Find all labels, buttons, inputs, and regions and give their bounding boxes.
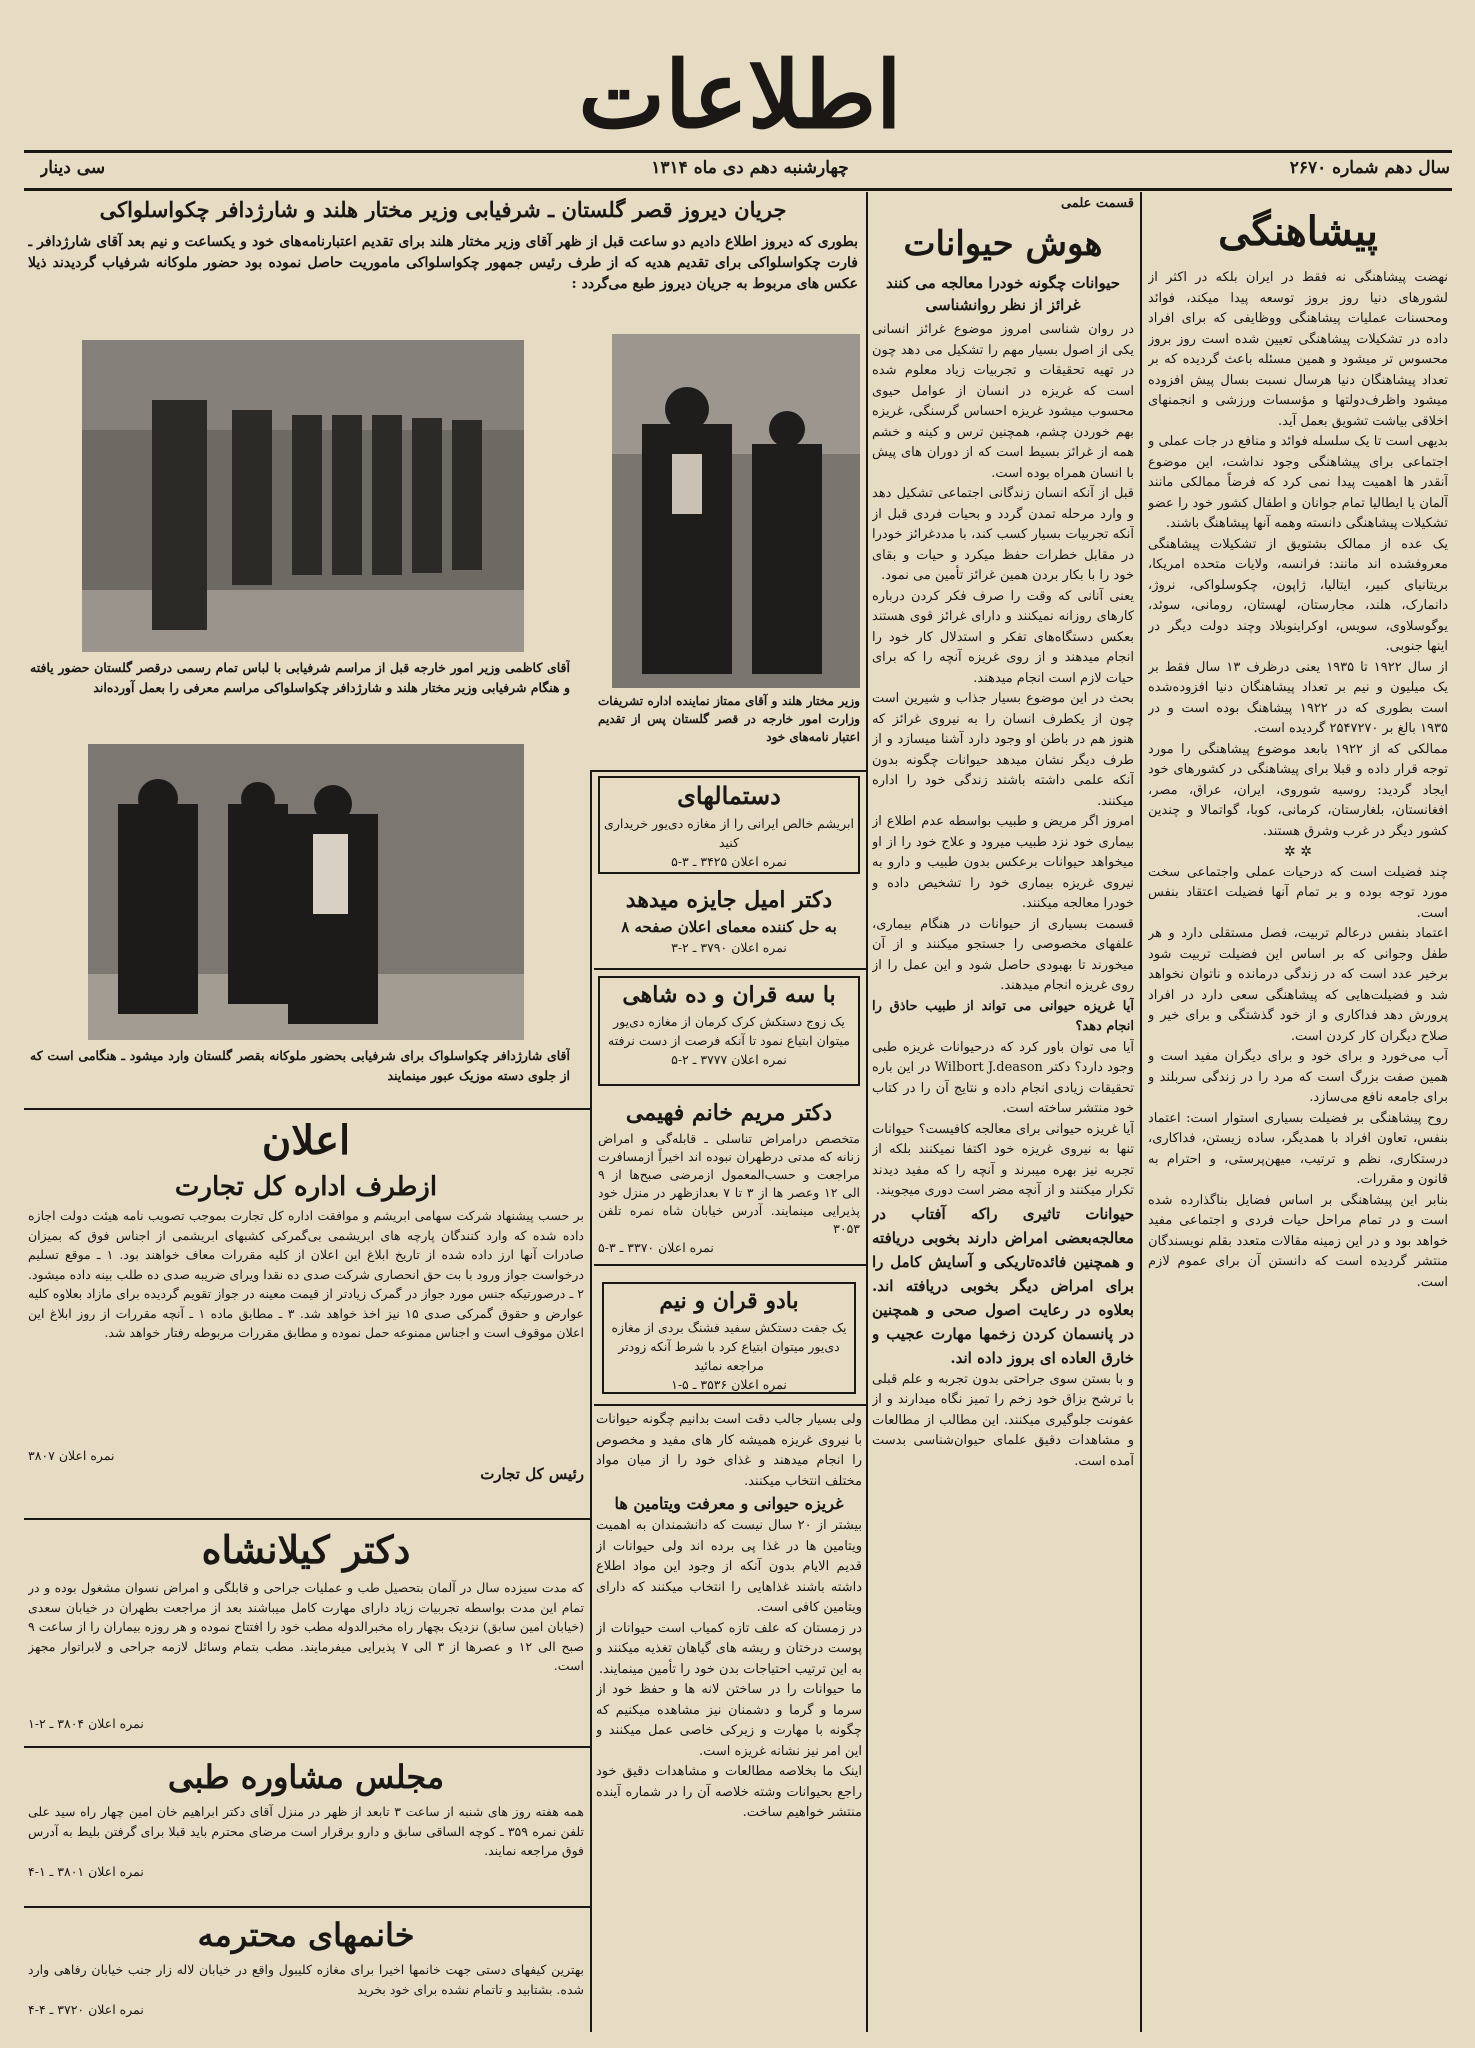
ad-title: بادو قران و نیم <box>659 1288 799 1314</box>
ad-ladies-bags <box>28 1910 584 2040</box>
bold-paragraph: حیوانات تاثیری راکه آفتاب در معالجه‌بعضی امراض دارند بخوبی دریافته و همچنین فائده‌تاریکی و آسایش کامل را برای امراض دیگر بخوبی دریافته اند. بعلاوه در رعایت اصول صحی و همچنین در پانسمان کردن زخمها مهارت عجیب و خارق العاده ای بروز داده اند. <box>872 1204 1134 1367</box>
ad-note: نمره اعلان ۳۷۷۷ ـ ۲-۵ <box>671 1052 787 1067</box>
scouting-body <box>1148 268 1448 2028</box>
photo-charge-image <box>88 744 524 1040</box>
photo3-caption: آقای شارژدافر چکواسلواک برای شرفیابی بحضور ملوکانه بقصر گلستان وارد میشود ـ هنگامی است که از جلوی دسته موزیک عبور مینمایند <box>30 1048 570 1083</box>
ad-title: مجلس مشاوره طبی <box>167 1758 445 1796</box>
paragraph: اعتماد بنفس درعالم تربیت، فصل مستقلی دارد و هر طفل وجوانی که بر اساس این فضیلت تربیت شود برخیر عدد است که در زندگی درمانده و ناتوان نخواهد شد و فضیلت‌هایی که پیشاهنگی سعی دارد در افراد پرورش دهد فداکاری و از خود گذشتگی و برای خیر و صلاح دیگران کار کردن است. <box>1148 926 1448 1044</box>
column-rule <box>590 770 592 2032</box>
ad-title: با سه قران و ده شاهی <box>622 982 836 1008</box>
ad-text: بر حسب پیشنهاد شرکت سهامی ابریشم و موافقت اداره کل تجارت بموجب تصویب نامه هیئت دولت اجازه داده شده که وارد کنندگان پارچه های ابریشمی بی‌گمرکی کشبهای ابریشمی از اجناس فوق که بمیزان صادرات آنها ارز داده شده از تاریخ ابلاغ این اعلان از کلیه مقررات معاف خواهند بود. ۱ ـ موقع تسلیم درخواست جواز ورود با بت حق انحصاری شرکت صدی ده نقدا ویرای ضریبه صدی ده طلب بینه داده میشود. ۲ ـ درصورتیکه جنس مورد جواز در گمرک زیادتر از قیمت معینه در جواز تقویم گردیده برای مازاد بعلاوه کلیه عوارض و حقوق گمرکی صدی ۱۵ نیز اخذ خواهد شد. ۳ ـ مطابق ماده ۱ ـ آنچه مقررات از روز ابلاغ این اعلان موقوف است و اجناس ممنوعه حمل نموده و مطابق مقررات مربوطه رفتار خواهد شد. <box>28 1208 584 1340</box>
paragraph: در زمستان که علف تازه کمیاب است حیوانات از پوست درختان و ریشه های گیاهان تغذیه میکنند و به این ترتیب احتیاجات بدن خود را تأمین مینمایند. <box>596 1620 862 1677</box>
paragraph: از سال ۱۹۲۲ تا ۱۹۳۵ یعنی درظرف ۱۳ سال فقط بر یک میلیون و نیم بر تعداد پیشاهنگان دنیا افزوده‌شده است بطوری که در ۱۹۲۲ پیشاهنگ بوده است و در ۱۹۳۵ بالغ بر ۲۵۴۷۲۷۰ گردیده است. <box>1148 659 1448 736</box>
ad-signature: رئیس کل تجارت <box>480 1465 584 1483</box>
paragraph: قسمت بسیاری از حیوانات در هنگام بیماری، علفهای مخصوصی را جستجو میکنند و از آن میخورند تا بهبودی حاصل شود و این عمل را از روی غریزه انجام میدهند. <box>872 916 1134 993</box>
paragraph: یک عده از ممالک بشتویق از تشکیلات پیشاهنگی معروفشده اند مانند: فرانسه، ولایات متحده امریکا، بریتانیای کبیر، ایتالیا، ژاپون، چکوسلواکی، نروژ، دانمارک، هلند، مجارستان، لهستان، رومانی، سوئد، یوگوسلاوی، سویس، اوکراینوبلاد وچند دولت دیگر در اینها جنوبی. <box>1148 536 1448 654</box>
animal-intelligence-article <box>872 196 1134 2036</box>
ad-commerce-dept <box>28 1114 584 1514</box>
section-rule <box>24 1518 590 1520</box>
scouting-headline: پیشاهنگی <box>1218 208 1378 255</box>
ad-medical-council <box>28 1752 584 1902</box>
ad-text: که مدت سیزده سال در آلمان بتحصیل طب و عملیات جراحی و قابلگی و امراض نسوان مشغول بوده و در تمام این مدت بواسطه تجربیات زیاد دارای مهارت کامل میباشند بعد از مراجعت بطهران در خیابان سعدی (خیابان امین سابق) نزدیک بچهار راه مخبرالدوله مطب خود را افتتاح نموده و هر روزه بیماران را از ساعت ۹ صبح الی ۱۲ و عصرها از ۳ الی ۷ پذیرایی میفرمایند. مطب بتمام وسائل لازمه جراحی و لابراتوار مجهز است. <box>28 1580 584 1673</box>
scouting-article <box>1148 196 1448 2036</box>
paragraph: آیا می توان باور کرد که درحیوانات غریزه طبی وجود دارد؟ دکتر Wilbort J.deason در این باره تحقیقات زیادی انجام داده و نتایج آن را در کتاب خود منتشر ساخته است. <box>872 1039 1134 1116</box>
palace-headline: جریان دیروز قصر گلستان ـ شرفیابی وزیر مختار هلند و شارژدافر چکواسلواکی <box>99 197 787 222</box>
ad-note: نمره اعلان ۳۵۳۶ ـ ۵-۱ <box>671 1377 787 1392</box>
ad-subtitle: به حل کننده معمای اعلان صفحه ۸ <box>621 918 837 936</box>
ad-title: خانمهای محترمه <box>197 1916 415 1954</box>
section-rule <box>24 1108 590 1110</box>
animal-body <box>872 320 1134 2030</box>
photo-guard-of-honor <box>82 340 524 652</box>
section-rule <box>594 1264 866 1266</box>
ornament-divider: ✲ ✲ <box>1284 844 1312 860</box>
ad-three-qeran <box>598 976 860 1086</box>
issue-date: چهارشنبه دهم دی ماه ۱۳۱۴ <box>651 158 849 178</box>
ad-text: ابریشم خالص ایرانی را از مغازه دی‌یور خریداری کنید <box>604 816 854 850</box>
paragraph: نهضت پیشاهنگی نه فقط در ایران بلکه در اکثر از لشورهای دنیا روز بروز توسعه پیدا میکند، فوائد ومحسنات عملیات پیشاهنگی ووظایفی که برای افراد داده در تشکیلات پیشاهنگی تعیین شده است روز بروز محسوس تر میشود و همین مسئله باعث گردیده که بر تعداد پیشاهنگان دنیا هرسال نسبت بسال پیش افزوده میشود واظرف‌دولتها و مؤسسات ورزشی و انجمنهای اخلاقی بیاشت تشویق بعمل آید. <box>1148 270 1448 429</box>
animal-headline: هوش حیوانات <box>903 224 1103 264</box>
vitamins-headline: غریزه حیوانی و معرفت ویتامین ها <box>614 1494 844 1513</box>
section-rule <box>594 968 866 970</box>
palace-lead: بطوری که دیروز اطلاع دادیم دو ساعت قبل از ظهر آقای وزیر مختار هلند برای تقدیم اعتبارنامه‌های خود و یکساعت و نیم بعد آقای شارژدافر ـ فارت چکواسلواکی برای تقدیم هدیه که از طرف رئیس جمهور چکواسلواکی ماموریت حاصل نموده بود حضور ملوکانه شرفیاب گردیدند ذیلا عکس های مربوط به جریان دیروز طبع می‌گردد : <box>28 234 858 292</box>
issue-price: سی دینار <box>40 158 106 178</box>
paragraph: اینک ما بخلاصه مطالعات و مشاهدات دقیق خود راجع بحیوانات وشته خلاصه آن را در شماره آینده منتشر خواهیم ساخت. <box>596 1764 862 1820</box>
section-rule <box>24 1906 590 1908</box>
column-rule <box>1140 192 1142 2032</box>
year-issue: سال دهم شماره ۲۶۷۰ <box>1289 158 1450 178</box>
ad-note: نمره اعلان ۳۸۰۷ <box>28 1448 115 1463</box>
column-rule <box>866 192 868 2032</box>
photo-envoy-image <box>612 334 860 688</box>
ad-dr-maryam <box>598 1096 860 1260</box>
ad-text: یک جفت دستکش سفید فشنگ بردی از مغازه دی‌یور میتوان ابتیاع کرد با شرط آنکه زودتر مراجعه نمائید <box>611 1320 847 1373</box>
paragraph: بدیهی است تا یک سلسله فوائد و منافع در جات عملی و اجتماعی برای پیشاهنگی وجود نداشت، این موضوع آنقدر ها اهمیت پیدا نمی کرد که فرضاً ممالکی مانند آلمان یا ایطالیا تمام جوانان و اطفال کشور خود را عضو تشکیلات پیشاهنگی دانسته وهمه آنها پیشاهنگ باشند. <box>1148 434 1448 531</box>
paragraph: قبل از آنکه انسان زندگانی اجتماعی تشکیل دهد و وارد مرحله تمدن گردد و بحیات فردی قبل از آنکه تجربیات بسیار کسب کند، با مددغرائز خودرا در مقابل خطرات حفظ میکرد و حیات و بقای خود را با بکار بردن همین غرائز تأمین می نمود. <box>872 486 1134 583</box>
ad-dr-gilanshah <box>28 1522 584 1742</box>
paragraph: بحث در این موضوع بسیار جذاب و شیرین است چون از یکطرف انسان را به نیروی غرائز که هنوز هم در باطن او وجود دارد آشنا میسازد و از طرف دیگر نشان میدهد حیوانات چگونه بدون آنکه علمی داشته باشند زندگی خود را اداره میکنند. <box>872 691 1134 809</box>
ad-two-half-qeran <box>602 1282 856 1394</box>
ad-note: نمره اعلان ۳۳۷۰ ـ ۳-۵ <box>598 1240 714 1255</box>
ad-handkerchiefs <box>598 776 860 874</box>
ad-note: نمره اعلان ۳۷۹۰ ـ ۲-۳ <box>671 940 787 955</box>
paragraph: در روان شناسی امروز موضوع غرائز انسانی یکی از اصول بسیار مهم را تشکیل می دهد چون در تهیه تحقیقات و تجربیات زیاد معلوم شده است که غریزه در انسان از عوامل حیوی محسوب میشود غریزه احساس گرسنگی، غریزه بهم خوردن چشم، همچنین ترس و کینه و خشم همه از غرائز بسیط است که از دوران های پیش با انسان همراه بوده است. <box>872 322 1134 481</box>
section-label: قسمت علمی <box>1060 196 1134 211</box>
paragraph: بنابر این پیشاهنگی بر اساس فضایل بناگذارده شده است و در تمام مراحل حیات فردی و اجتماعی مفید خواهد بود و در این زمینه مقالات متعدد بقلم نویسندگان منتشر گردیده است که دانستن آن برای عموم لازم است. <box>1148 1192 1448 1290</box>
photo-guard-image <box>82 340 524 652</box>
photo2-caption: وزیر مختار هلند و آقای ممتاز نماینده اداره تشریفات وزارت امور خارجه در قصر گلستان پس از تقدیم اعتبار نامه‌های خود <box>598 694 860 744</box>
ad-title: دکتر امیل جایزه میدهد <box>625 887 833 913</box>
paragraph: و با بستن سوی جراحتی بدون تجربه و علم قبلی با ترشح بزاق خود زخم را تمیز نگاه میدارند و از عفونت جلوگیری میکنند. این مطالب از مطالعات و مشاهدات دقیق علمای حیوان‌شناسی بدست آمده است. <box>872 1371 1134 1469</box>
ad-text: بهترین کیفهای دستی جهت خانمها اخیرا برای مغازه کلیبول واقع در خیابان لاله زار جنب خیابان رفاهی وارد شده. بشتابید و تاتمام نشده برای خود بخرید <box>28 1962 584 1997</box>
paragraph: بیشتر از ۲۰ سال نیست که دانشمندان به اهمیت ویتامین ها در غذا پی برده اند ولی حیوانات از قدیم الایام بدون آنکه از وجود این مواد اطلاع داشته باشند غذاهایی را انتخاب میکنند که دارای ویتامین کافی است. <box>596 1518 862 1615</box>
paragraph: یعنی آنانی که وقت را صرف فکر کردن درباره کارهای روزانه نمیکنند و دارای غرائز قوی هستند بعکس دستگاه‌های تفکر و استدلال کار خود را انجام میدهند و از روی غریزه آنچه را که برای حیات لازم است انجام میدهند. <box>872 588 1134 686</box>
section-rule <box>594 1404 866 1406</box>
photo-envoy-portrait <box>612 334 860 688</box>
masthead-rule-bottom <box>24 188 1452 191</box>
paragraph: چند فضیلت است که درحیات عملی واجتماعی سخت مورد توجه بوده و بر تمام آنها فضیلت اعتقاد بنفس است. <box>1148 864 1448 921</box>
masthead-rule-top <box>24 150 1452 153</box>
ad-title: اعلان <box>261 1117 351 1164</box>
vitamins-article <box>596 1410 862 2030</box>
question-line: آیا غریزه حیوانی می تواند از طبیب حاذق را انجام دهد؟ <box>872 998 1134 1034</box>
ad-text: یک زوج دستکش کرک کرمان از مغازه دی‌یور میتوان ابتیاع نمود تا آنکه فرصت از دست نرفته <box>608 1014 850 1048</box>
section-rule <box>24 1746 590 1748</box>
paragraph: ولی بسیار جالب دقت است بدانیم چگونه حیوانات با نیروی غریزه همیشه کار های مفید و مخصوص را انجام میدهند و غذای خود را از میان مواد مختلف انتخاب میکنند. <box>596 1412 862 1489</box>
ad-note: نمره اعلان ۳۴۲۵ ـ ۳-۵ <box>671 854 787 869</box>
ad-subtitle: ازطرف اداره کل تجارت <box>174 1172 438 1202</box>
ad-dr-emil <box>598 884 860 964</box>
ad-title: دستمالهای <box>677 781 781 810</box>
ad-title: دکتر کیلانشاه <box>201 1527 411 1572</box>
paragraph: امروز اگر مریض و طبیب بواسطه عدم اطلاع از بیماری خود نزد طبیب میرود و علاج خود را از او میخواهد حیوانات برعکس بدون طبیب و دارو به نیروی غریزه بیماری خود را تشخیص داده و خودرا معالجه میکنند. <box>872 814 1134 911</box>
ad-text: همه هفته روز های شنبه از ساعت ۳ تابعد از ظهر در منزل آقای دکتر ابراهیم خان امین چهار راه سید علی تلفن نمره ۳۵۹ ـ کوچه الساقی سابق و دارو برقرار است مرضای محترم باید قبلا برای گرفتن بلیط به آدرس فوق مراجعه نمایند. <box>28 1804 584 1858</box>
section-rule <box>590 770 866 772</box>
paragraph: آب می‌خورد و برای خود و برای دیگران مفید است و همین صفت بزرگ است که مرد را در زندگی سربلند و برای جامعه نافع می‌سازد. <box>1148 1049 1448 1105</box>
paragraph: ممالکی که از ۱۹۲۲ بابعد موضوع پیشاهنگی را مورد توجه قرار داده و قبلا برای پیشاهنگی در کشورهای خود ایجاد گردید: روسیه شوروی، ایران، عراق، مصر، افغانستان، بلغارستان، کرمانی، کوبا، گواتمالا و چندین کشور دیگر در غرب وشرق هستند. <box>1148 741 1448 839</box>
ad-text: متخصص درامراض تناسلی ـ قابله‌گی و امراض زنانه که مدتی درطهران نبوده اند اخیراً ازمسافرت مراجعت و حسب‌المعمول ازمرضی صبح‌ها از ۹ الی ۱۲ وعصر ها از ۳ تا ۷ بعدازظهر در منزل خود پذیرایی مینمایند. آدرس خیابان شاه نمره تلفن ۳۰۵۳ <box>598 1131 860 1236</box>
ad-note: نمره اعلان ۳۸۰۴ ـ ۲-۱ <box>28 1716 144 1731</box>
photo-charge-daffaires <box>88 744 524 1040</box>
paragraph: روح پیشاهنگی بر فضیلت بسیاری استوار است: اعتماد بنفس، تعاون افراد با همدیگر، ساده زیستن، فداکاری، درستکاری، نظم و ترتیب، میهن‌پرستی، و احترام به قانون و مقررات. <box>1148 1110 1448 1187</box>
ad-note: نمره اعلان ۳۷۲۰ ـ ۴-۴ <box>28 2002 144 2017</box>
animal-subhead: حیوانات چگونه خودرا معالجه می کنند غرائز از نظر روانشناسی <box>885 274 1121 314</box>
photo1-caption: آقای کاظمی وزیر امور خارجه قبل از مراسم شرفیابی با لباس تمام رسمی درقصر گلستان حضور یافته و هنگام شرفیابی وزیر مختار هلند و شارژدافر چکواسلواکی مراسم معرفی را بعمل آورده‌اند <box>30 660 570 695</box>
masthead-title: اطلاعات <box>578 41 902 149</box>
ad-title: دکتر مریم خانم فهیمی <box>625 1100 833 1126</box>
paragraph: آیا غریزه حیوانی برای معالجه کافیست؟ حیوانات تنها به نیروی غریزه خود اکتفا نمیکنند بلکه از تجربه نیز بهره میبرند و آنچه را که مفید دیدند تکرار میکنند و از آنچه مضر است دوری میجویند. <box>872 1121 1134 1198</box>
ad-note: نمره اعلان ۳۸۰۱ ـ ۱-۴ <box>28 1864 144 1879</box>
paragraph: ما حیوانات را در ساختن لانه ها و حفظ خود از سرما و گرما و دشمنان نیز مشاهده میکنیم که چگونه با مهارت و زیرکی خاصی عمل میکنند و این امر نیز نشانه غریزه است. <box>596 1682 862 1759</box>
